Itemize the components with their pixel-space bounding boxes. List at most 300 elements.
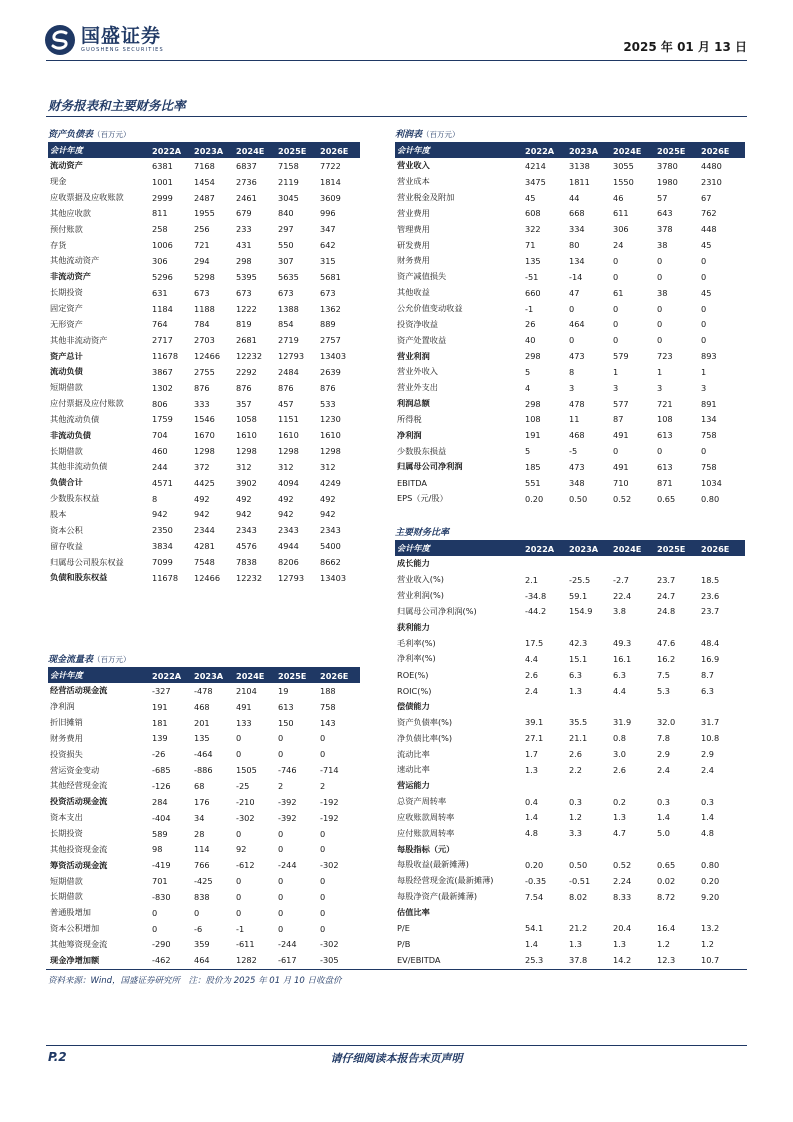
table-row [48, 794, 360, 810]
table-row [48, 937, 360, 953]
table-row [395, 857, 745, 873]
value-cell: 7158 [278, 160, 299, 171]
value-cell: 0 [236, 749, 242, 760]
table-row [48, 826, 360, 842]
row-label: 负债合计 [50, 477, 83, 488]
value-cell: 0 [236, 828, 242, 839]
row-label: 其他收益 [397, 287, 430, 298]
table-row [48, 269, 360, 285]
value-cell: 464 [569, 319, 585, 330]
value-cell: 2.4 [525, 685, 539, 696]
value-cell: 1058 [236, 414, 257, 425]
row-label: 折旧摊销 [50, 717, 83, 728]
value-cell: 3902 [236, 477, 257, 488]
value-cell: 256 [194, 224, 210, 235]
value-cell: 642 [320, 240, 336, 251]
value-cell [701, 905, 745, 921]
value-cell: 1.3 [613, 939, 627, 950]
value-cell: 45 [701, 240, 712, 251]
value-cell: 2344 [194, 525, 215, 536]
row-label: P/B [397, 939, 411, 950]
row-label: 每股收益(最新摊薄) [397, 859, 469, 870]
table-row [48, 554, 360, 570]
value-cell: 39.1 [525, 717, 544, 728]
value-cell: 2487 [194, 192, 215, 203]
value-cell: 2703 [194, 335, 215, 346]
header-divider [46, 60, 747, 61]
value-cell: 0 [701, 303, 707, 314]
row-label: ROIC(%) [397, 685, 432, 696]
value-cell: 1001 [152, 176, 173, 187]
value-cell: 2484 [278, 366, 299, 377]
value-cell: 1610 [320, 430, 341, 441]
value-cell: 762 [701, 208, 717, 219]
value-cell: 372 [194, 461, 210, 472]
value-cell: 7838 [236, 557, 257, 568]
value-cell: 473 [569, 461, 585, 472]
value-cell: 2999 [152, 192, 173, 203]
value-cell: 6837 [236, 160, 257, 171]
value-cell: -14 [569, 271, 583, 282]
value-cell: 2104 [236, 685, 257, 696]
value-cell: 48.4 [701, 638, 720, 649]
table-row [48, 206, 360, 222]
value-cell: 0.3 [701, 796, 715, 807]
value-cell: 1.3 [569, 939, 583, 950]
header-year-cell: 2025E [657, 143, 701, 158]
header-year-cell: 2022A [152, 143, 194, 158]
value-cell: 551 [525, 477, 541, 488]
value-cell: 0 [236, 907, 242, 918]
value-cell: 4576 [236, 541, 257, 552]
value-cell: 5681 [320, 271, 341, 282]
row-label: 流动资产 [50, 160, 83, 171]
table-row [48, 174, 360, 190]
value-cell: 3.0 [613, 749, 627, 760]
value-cell: 44 [569, 192, 580, 203]
value-cell: 201 [194, 717, 210, 728]
company-name-cn: 国盛证券 [81, 25, 162, 47]
balance-sheet-table [48, 143, 360, 586]
value-cell: 673 [194, 287, 210, 298]
row-label: 营业收入 [397, 160, 430, 171]
value-cell: 12232 [236, 351, 263, 362]
table-row [395, 301, 745, 317]
table-row [395, 635, 745, 651]
value-cell: 2.4 [657, 764, 671, 775]
value-cell: 1034 [701, 477, 722, 488]
value-cell: 1.7 [525, 749, 539, 760]
table-row [48, 301, 360, 317]
row-label: ROE(%) [397, 669, 429, 680]
value-cell: 431 [236, 240, 252, 251]
table-row [395, 158, 745, 174]
table-row [48, 905, 360, 921]
table-row [395, 730, 745, 746]
value-cell: 4944 [278, 541, 299, 552]
table-header-row [48, 143, 360, 158]
row-label: 长期借款 [50, 445, 83, 456]
value-cell: 2.6 [613, 764, 627, 775]
table-row [48, 443, 360, 459]
value-cell: 67 [701, 192, 712, 203]
table-row [48, 491, 360, 507]
value-cell: 306 [152, 255, 168, 266]
value-cell: 2.4 [701, 764, 715, 775]
row-label: 总资产周转率 [397, 796, 447, 807]
header-year-cell: 2024E [236, 668, 278, 683]
balance-sheet-caption [48, 128, 360, 143]
value-cell: -244 [278, 939, 297, 950]
value-cell: 1388 [278, 303, 299, 314]
value-cell [613, 778, 657, 794]
row-label: 少数股东权益 [50, 493, 100, 504]
value-cell: 12793 [278, 572, 305, 583]
value-cell: 40 [525, 335, 536, 346]
value-cell: 32.0 [657, 717, 676, 728]
balance-sheet-title: 资产负债表 [48, 130, 94, 140]
value-cell: 12232 [236, 572, 263, 583]
value-cell: -0.35 [525, 875, 547, 886]
value-cell: 1 [701, 366, 707, 377]
value-cell: 871 [657, 477, 673, 488]
value-cell: 0 [194, 907, 200, 918]
value-cell: -302 [236, 812, 255, 823]
value-cell: 1.3 [613, 812, 627, 823]
value-cell: -0.51 [569, 875, 591, 886]
value-cell: -392 [278, 796, 297, 807]
row-label: 资产减值损失 [397, 271, 447, 282]
value-cell: 4425 [194, 477, 215, 488]
table-header-row [395, 143, 745, 158]
table-row [395, 206, 745, 222]
value-cell: 2.2 [569, 764, 583, 775]
value-cell: 7099 [152, 557, 173, 568]
table-row [395, 491, 745, 507]
value-cell: 0 [320, 923, 326, 934]
value-cell: -714 [320, 765, 339, 776]
value-cell: -327 [152, 685, 171, 696]
value-cell: 0.3 [569, 796, 583, 807]
table-row [48, 538, 360, 554]
value-cell: 448 [701, 224, 717, 235]
value-cell: 1505 [236, 765, 257, 776]
value-cell: 784 [194, 319, 210, 330]
header-year-cell: 2024E [613, 143, 657, 158]
value-cell: 5 [525, 366, 531, 377]
section-divider [46, 116, 747, 117]
table-row [48, 921, 360, 937]
value-cell [657, 778, 701, 794]
value-cell: 322 [525, 224, 541, 235]
value-cell: 4571 [152, 477, 173, 488]
table-row [48, 841, 360, 857]
row-label: 少数股东损益 [397, 445, 447, 456]
value-cell: 9.20 [701, 891, 720, 902]
row-label: 投资活动现金流 [50, 796, 108, 807]
value-cell: -305 [320, 955, 339, 966]
value-cell: 1282 [236, 955, 257, 966]
table-row [48, 715, 360, 731]
value-cell: 1.4 [525, 812, 539, 823]
header-year-cell: 2025E [657, 541, 701, 556]
value-cell: 2639 [320, 366, 341, 377]
value-cell: 46 [613, 192, 624, 203]
value-cell: 297 [278, 224, 294, 235]
value-cell: 6.3 [701, 685, 715, 696]
value-cell: 7.54 [525, 891, 544, 902]
value-cell: 1550 [613, 176, 634, 187]
value-cell: 679 [236, 208, 252, 219]
table-row [395, 572, 745, 588]
value-cell: 473 [569, 351, 585, 362]
value-cell: 10.8 [701, 733, 720, 744]
value-cell: 4480 [701, 160, 722, 171]
table-row [395, 746, 745, 762]
row-label: 其他流动负债 [50, 413, 100, 424]
value-cell: 12.3 [657, 955, 676, 966]
row-label: 资本公积增加 [50, 923, 100, 934]
value-cell: 298 [525, 351, 541, 362]
value-cell [569, 699, 613, 715]
value-cell: 57 [657, 192, 668, 203]
value-cell: 764 [152, 319, 168, 330]
value-cell: 2461 [236, 192, 257, 203]
table-row [395, 556, 745, 572]
value-cell: 10.7 [701, 955, 720, 966]
table-row [395, 237, 745, 253]
value-cell: 0 [320, 876, 326, 887]
value-cell: 0 [278, 907, 284, 918]
value-cell: 1.2 [701, 939, 715, 950]
value-cell: 8206 [278, 557, 299, 568]
value-cell: 0 [701, 446, 707, 457]
header-year-cell: 2026E [320, 668, 360, 683]
value-cell: 1.3 [569, 685, 583, 696]
value-cell: 2.6 [569, 749, 583, 760]
table-row [395, 459, 745, 475]
value-cell: 758 [320, 701, 336, 712]
value-cell: 1980 [657, 176, 678, 187]
table-row [48, 332, 360, 348]
value-cell: 11678 [152, 572, 179, 583]
value-cell: -419 [152, 860, 171, 871]
value-cell: 1.4 [657, 812, 671, 823]
value-cell: -244 [278, 860, 297, 871]
value-cell [613, 841, 657, 857]
row-label: 其他投资现金流 [50, 843, 108, 854]
row-label: 固定资产 [50, 303, 83, 314]
value-cell: 806 [152, 398, 168, 409]
row-label: 其他筹资现金流 [50, 938, 108, 949]
value-cell: -290 [152, 939, 171, 950]
value-cell: 134 [701, 414, 717, 425]
income-statement-block [395, 128, 745, 507]
value-cell: 550 [278, 240, 294, 251]
row-label: 长期投资 [50, 828, 83, 839]
value-cell: 460 [152, 446, 168, 457]
value-cell [569, 841, 613, 857]
value-cell [525, 556, 569, 572]
value-cell: 2292 [236, 366, 257, 377]
value-cell: 24.7 [657, 590, 676, 601]
header-year-cell: 2022A [525, 541, 569, 556]
value-cell: 258 [152, 224, 168, 235]
value-cell: -6 [194, 923, 203, 934]
value-cell: 12466 [194, 351, 221, 362]
row-label: 成长能力 [397, 558, 430, 569]
row-label: 存货 [50, 239, 67, 250]
value-cell [657, 699, 701, 715]
guosheng-logo-icon [44, 24, 76, 56]
value-cell: 6.3 [613, 669, 627, 680]
row-label: 每股经营现金流(最新摊薄) [397, 875, 494, 886]
row-label: 估值比率 [397, 906, 430, 917]
table-row [48, 364, 360, 380]
table-row [395, 604, 745, 620]
row-label: 每股指标（元） [397, 843, 455, 854]
value-cell [525, 778, 569, 794]
table-row [395, 905, 745, 921]
value-cell: 0.2 [613, 796, 627, 807]
value-cell: -617 [278, 955, 297, 966]
value-cell: 333 [194, 398, 210, 409]
value-cell: 0 [278, 844, 284, 855]
value-cell: 12466 [194, 572, 221, 583]
header-year-cell: 2023A [194, 668, 236, 683]
value-cell: 492 [278, 493, 294, 504]
value-cell [569, 619, 613, 635]
row-label: 研发费用 [397, 239, 430, 250]
value-cell: 23.7 [657, 574, 676, 585]
value-cell: 0 [278, 733, 284, 744]
value-cell: 492 [320, 493, 336, 504]
value-cell: 0 [320, 733, 326, 744]
value-cell: 4214 [525, 160, 546, 171]
value-cell: 942 [194, 509, 210, 520]
table-row [48, 396, 360, 412]
value-cell: 673 [320, 287, 336, 298]
value-cell: 108 [525, 414, 541, 425]
value-cell: 0 [613, 255, 619, 266]
value-cell: 876 [236, 382, 252, 393]
value-cell: 4.8 [701, 828, 715, 839]
ratios-caption [395, 526, 745, 541]
table-row [395, 952, 745, 968]
value-cell: 133 [236, 717, 252, 728]
header-year-cell: 2025E [278, 668, 320, 683]
value-cell: 87 [613, 414, 624, 425]
row-label: 其他应收款 [50, 207, 91, 218]
table-row [395, 762, 745, 778]
value-cell: 1298 [278, 446, 299, 457]
value-cell: -2.7 [613, 574, 629, 585]
value-cell: 18.5 [701, 574, 720, 585]
value-cell: 5635 [278, 271, 299, 282]
value-cell: 312 [278, 461, 294, 472]
row-label: 偿债能力 [397, 701, 430, 712]
row-label: 资本公积 [50, 524, 83, 535]
table-row [395, 174, 745, 190]
value-cell: 2.1 [525, 574, 539, 585]
value-cell: 2719 [278, 335, 299, 346]
value-cell: 0 [152, 923, 158, 934]
table-row [395, 778, 745, 794]
ratios-block [395, 526, 745, 968]
value-cell: 0 [701, 255, 707, 266]
value-cell: 191 [525, 430, 541, 441]
value-cell: 2.9 [701, 749, 715, 760]
value-cell: 14.2 [613, 955, 632, 966]
table-row [48, 570, 360, 586]
value-cell: 1.2 [569, 812, 583, 823]
row-label: 营业费用 [397, 207, 430, 218]
value-cell: 2.6 [525, 669, 539, 680]
row-label: 归属母公司净利润 [397, 461, 463, 472]
header-year-cell: 2022A [152, 668, 194, 683]
value-cell: 23.6 [701, 590, 720, 601]
value-cell: 478 [569, 398, 585, 409]
row-label: 所得税 [397, 413, 422, 424]
value-cell [525, 699, 569, 715]
value-cell: 1006 [152, 240, 173, 251]
value-cell: 2119 [278, 176, 299, 187]
ratios-title: 主要财务比率 [395, 528, 450, 538]
value-cell: 0 [278, 891, 284, 902]
row-label: 营业收入(%) [397, 574, 444, 585]
value-cell: 2736 [236, 176, 257, 187]
table-row [395, 475, 745, 491]
table-row [48, 889, 360, 905]
value-cell: 1.4 [525, 939, 539, 950]
value-cell: 758 [701, 461, 717, 472]
value-cell: 19 [278, 685, 289, 696]
value-cell: 7168 [194, 160, 215, 171]
value-cell: 2757 [320, 335, 341, 346]
value-cell: 1.2 [657, 939, 671, 950]
value-cell: 0 [613, 446, 619, 457]
value-cell: 135 [194, 733, 210, 744]
value-cell: 468 [569, 430, 585, 441]
value-cell [613, 619, 657, 635]
value-cell: -425 [194, 876, 213, 887]
value-cell: 1302 [152, 382, 173, 393]
value-cell: 2343 [320, 525, 341, 536]
value-cell: 0 [278, 828, 284, 839]
value-cell: 150 [278, 717, 294, 728]
value-cell: 0 [657, 446, 663, 457]
table-row [48, 221, 360, 237]
value-cell: 673 [236, 287, 252, 298]
cash-flow-unit: （百万元） [93, 655, 131, 664]
value-cell: 4.4 [525, 653, 539, 664]
value-cell: -192 [320, 812, 339, 823]
value-cell: 6.3 [569, 669, 583, 680]
header-label-cell: 会计年度 [395, 143, 525, 158]
cash-flow-table [48, 668, 360, 968]
value-cell: -25 [236, 780, 250, 791]
value-cell: -26 [152, 749, 166, 760]
value-cell: 8.72 [657, 891, 676, 902]
value-cell: 0 [613, 271, 619, 282]
value-cell: 3055 [613, 160, 634, 171]
row-label: 现金 [50, 176, 67, 187]
value-cell: 0.20 [701, 875, 720, 886]
row-label: 预付账款 [50, 223, 83, 234]
row-label: 每股净资产(最新摊薄) [397, 891, 478, 902]
value-cell: 7548 [194, 557, 215, 568]
value-cell: 0 [236, 876, 242, 887]
